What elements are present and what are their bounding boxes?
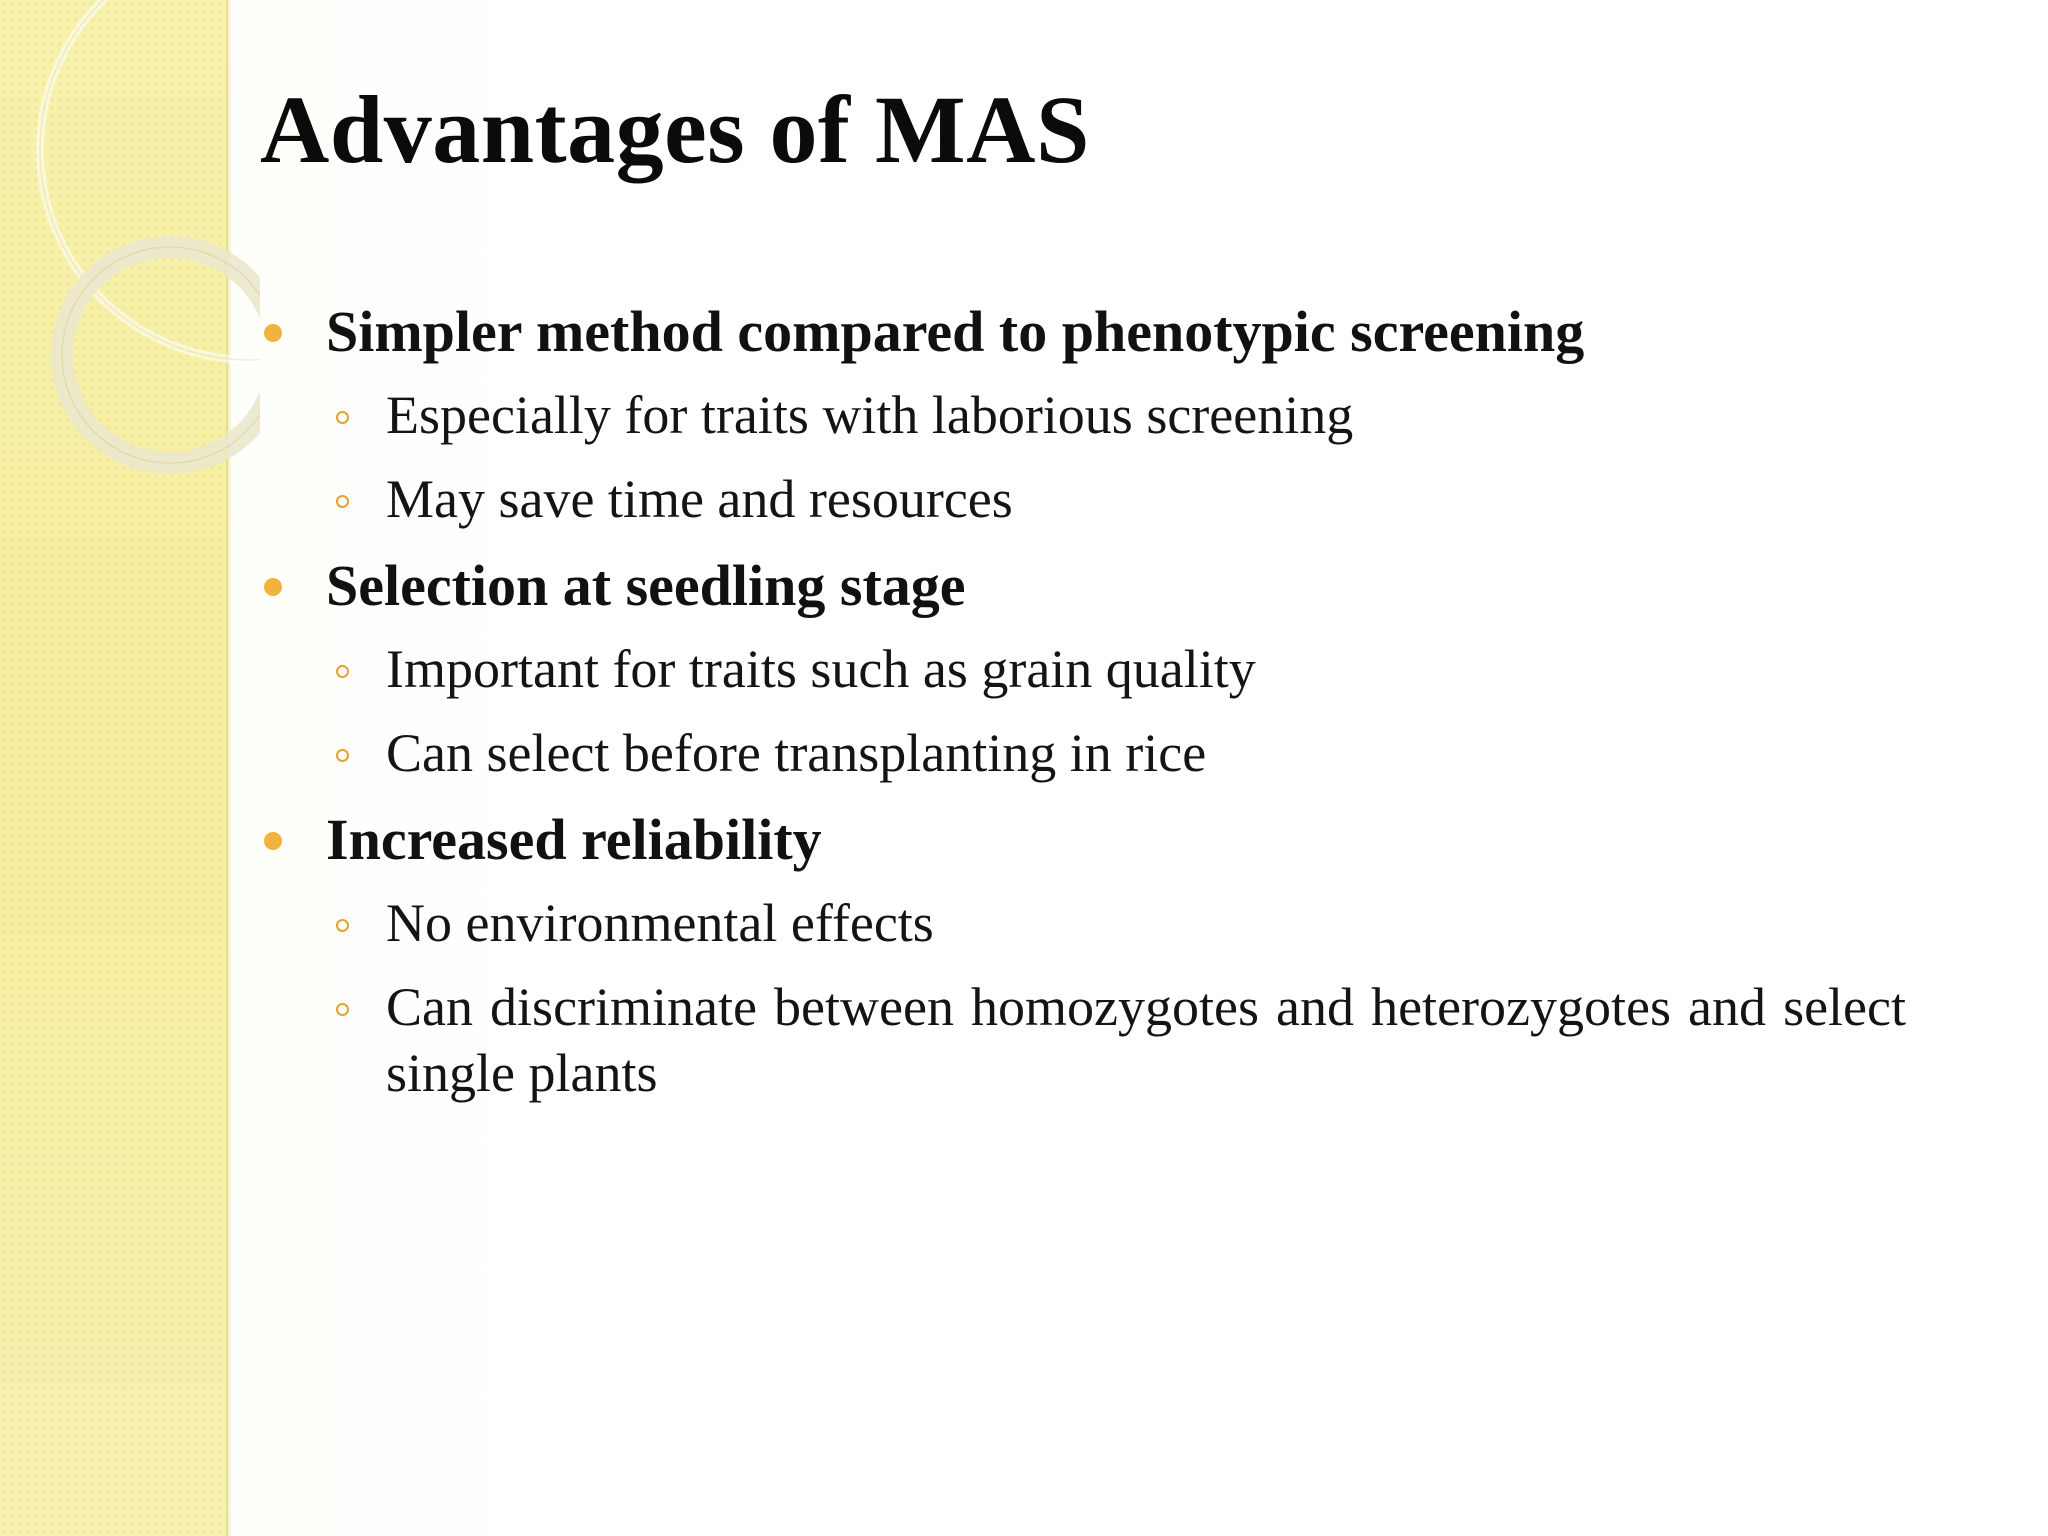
sub-bullet-text: Especially for traits with laborious screening [386,385,1354,445]
sub-bullet-text: Can discriminate between homozygotes and heterozygotes and select single plants [386,977,1906,1103]
bullet-dot-icon [264,832,282,850]
bullet-dot-icon [264,324,282,342]
bullet-item [256,296,1906,368]
decorative-rings [0,0,260,520]
bullet-text: Increased reliability [326,807,822,872]
sub-bullet-ring-icon [336,1003,349,1016]
sub-bullet-text: Important for traits such as grain quality [386,639,1256,699]
sub-bullet-ring-icon [336,411,349,424]
bullet-text: Simpler method compared to phenotypic screening [326,299,1585,364]
sub-bullet-text: Can select before transplanting in rice [386,723,1207,783]
bullet-list [256,296,1906,1124]
sub-bullet-item [256,720,1906,786]
sub-bullet-ring-icon [336,665,349,678]
bullet-item [256,550,1906,622]
bullet-text: Selection at seedling stage [326,553,966,618]
sub-bullet-ring-icon [336,749,349,762]
deco-ring-small [62,247,260,463]
bullet-item [256,804,1906,876]
sub-bullet-item [256,636,1906,702]
bullet-dot-icon [264,578,282,596]
slide-title: Advantages of MAS [260,76,1090,183]
sub-bullet-ring-icon [336,495,349,508]
sub-bullet-item [256,974,1906,1106]
sub-bullet-item [256,466,1906,532]
sub-bullet-text: May save time and resources [386,469,1013,529]
sub-bullet-item [256,382,1906,448]
sub-bullet-text: No environmental effects [386,893,934,953]
sub-bullet-item [256,890,1906,956]
sub-bullet-ring-icon [336,919,349,932]
